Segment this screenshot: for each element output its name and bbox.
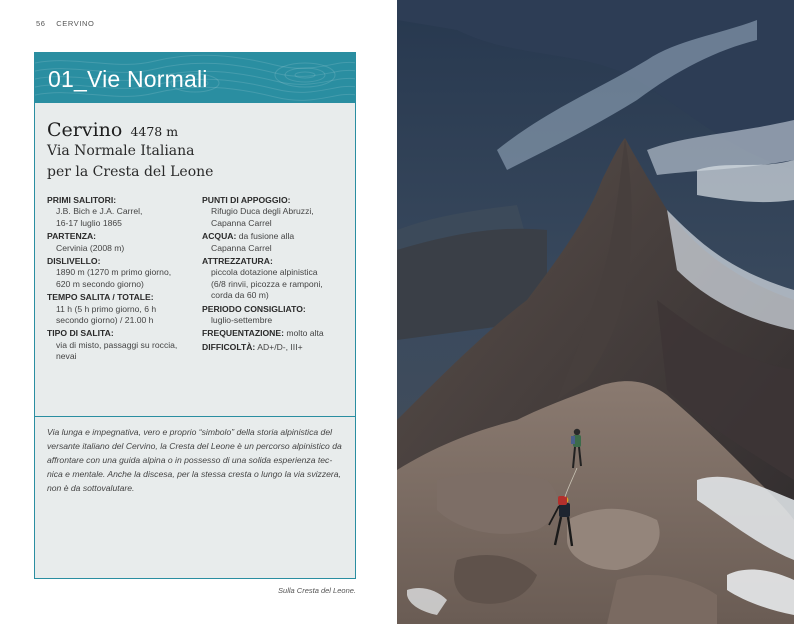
running-head	[36, 19, 94, 28]
photo-caption: Sulla Cresta del Leone.	[278, 586, 356, 595]
route-description	[47, 425, 345, 495]
route-card	[34, 52, 356, 579]
detail-label: DIFFICOLTÀ:	[202, 341, 256, 352]
details-left-column	[47, 195, 197, 365]
detail-value: (6/8 rinvii, picozza e ramponi,	[211, 278, 323, 289]
detail-value: via di misto, passaggi su roccia,	[56, 339, 178, 350]
peak-altitude: 4478 m	[130, 124, 179, 139]
card-divider	[35, 416, 355, 417]
detail-field	[47, 231, 197, 254]
detail-value: J.B. Bich e J.A. Carrel,	[56, 206, 143, 217]
detail-value: luglio-settembre	[211, 315, 273, 326]
detail-field	[202, 328, 352, 339]
route-line-2: per la Cresta del Leone	[47, 164, 214, 180]
detail-label: ACQUA:	[202, 231, 237, 242]
running-head-section: CERVINO	[56, 19, 95, 28]
detail-value: secondo giorno) / 21.00 h	[56, 315, 154, 326]
detail-value: Capanna Carrel	[211, 242, 272, 253]
detail-field	[47, 195, 197, 229]
detail-label: PARTENZA:	[47, 231, 97, 242]
detail-value: nevai	[56, 351, 77, 362]
detail-value: Capanna Carrel	[211, 217, 272, 228]
detail-value: Cervinia (2008 m)	[56, 242, 125, 253]
detail-value: corda da 60 m)	[211, 290, 269, 301]
detail-field	[47, 256, 197, 290]
detail-field	[47, 292, 197, 326]
detail-value: 11 h (5 h primo giorno, 6 h	[56, 303, 157, 314]
detail-field	[202, 231, 352, 254]
detail-value-inline: da fusione alla	[238, 231, 295, 242]
detail-label: PERIODO CONSIGLIATO:	[202, 303, 306, 314]
detail-field	[202, 342, 352, 353]
detail-value: piccola dotazione alpinistica	[211, 267, 318, 278]
card-header	[35, 53, 355, 103]
peak-heading	[47, 119, 178, 141]
detail-label: PUNTI DI APPOGGIO:	[202, 195, 291, 205]
description-line: nica e mentale. Anche la discesa, per la stessa cresta o lungo la via svizzera,	[47, 469, 341, 479]
peak-name: Cervino	[47, 119, 123, 141]
route-name	[47, 141, 213, 183]
route-line-1: Via Normale Italiana	[47, 143, 195, 159]
detail-value: 1890 m (1270 m primo giorno,	[56, 267, 172, 278]
description-line: non è da sottovalutare.	[47, 483, 135, 493]
detail-label: DISLIVELLO:	[47, 256, 101, 267]
detail-value: Rifugio Duca degli Abruzzi,	[211, 206, 314, 217]
detail-field	[202, 256, 352, 302]
detail-label: PRIMI SALITORI:	[47, 195, 117, 205]
description-line: versante italiano del Cervino, la Cresta del Leone è un percorso alpinistico da	[47, 441, 342, 451]
detail-field	[47, 328, 197, 362]
detail-value: 16-17 luglio 1865	[56, 217, 122, 228]
section-title: 01_Vie Normali	[48, 66, 208, 92]
detail-value-inline: molto alta	[286, 328, 324, 339]
details-right-column	[202, 195, 352, 355]
description-line: Via lunga e impegnativa, vero e proprio “simbolo” della storia alpinistica del	[47, 427, 333, 437]
detail-value-inline: AD+/D-, III+	[257, 341, 303, 352]
mountain-photo-illustration	[397, 0, 794, 624]
detail-label: TIPO DI SALITA:	[47, 328, 114, 339]
detail-field	[202, 304, 352, 327]
description-line: affrontare con una guida alpina o in possesso di una solida esperienza tec-	[47, 455, 333, 465]
page-number: 56	[36, 19, 46, 28]
detail-label: FREQUENTAZIONE:	[202, 328, 284, 339]
detail-label: TEMPO SALITA / TOTALE:	[47, 292, 154, 303]
detail-value: 620 m secondo giorno)	[56, 278, 144, 289]
photo-cresta-del-leone	[397, 0, 794, 624]
detail-field	[202, 195, 352, 229]
detail-label: ATTREZZATURA:	[202, 256, 273, 267]
